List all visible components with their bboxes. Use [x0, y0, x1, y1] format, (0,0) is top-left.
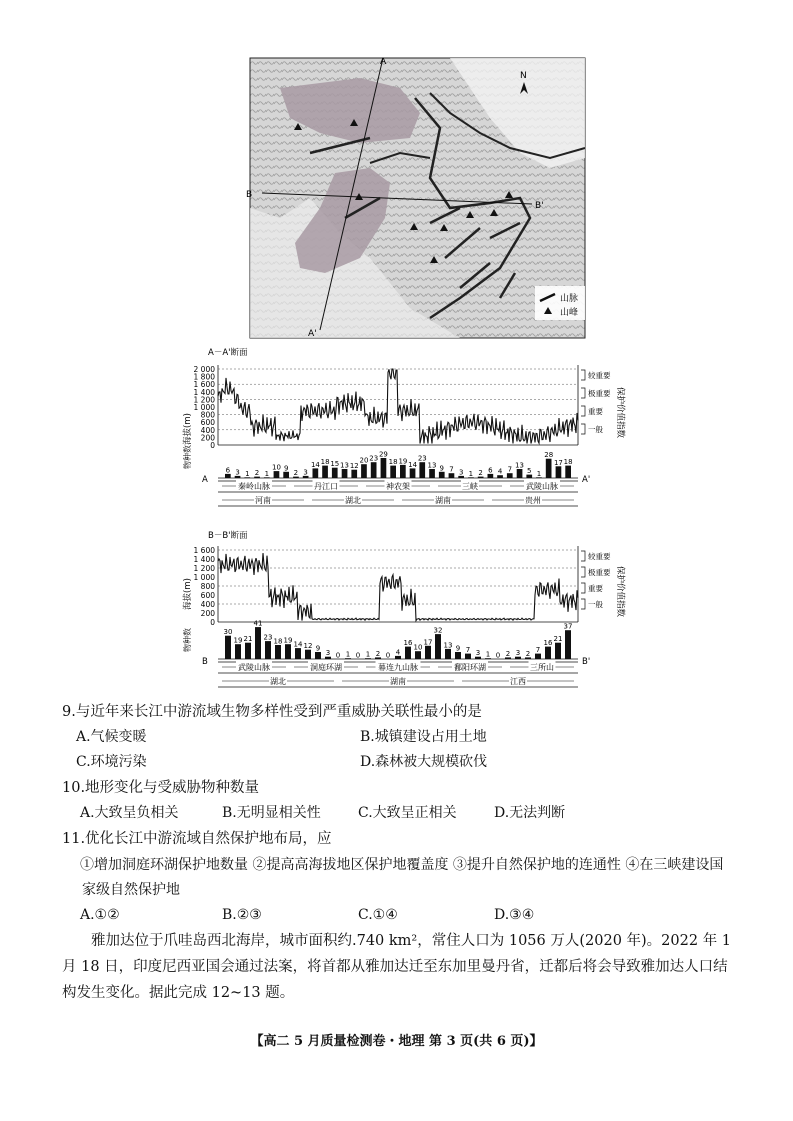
- species-count-label: 0: [335, 651, 341, 660]
- section-b-title: B－B'断面: [208, 531, 248, 541]
- question-10-option-a[interactable]: A.大致呈负相关: [80, 805, 179, 821]
- species-count-label: 0: [385, 651, 391, 660]
- value-bracket: [581, 370, 585, 380]
- species-count-label: 18: [388, 458, 398, 467]
- question-11-stem: 11.优化长江中游流域自然保护地布局，应: [62, 831, 332, 847]
- y-tick-label: 0: [210, 618, 215, 627]
- species-count-bar: [449, 473, 455, 478]
- species-count-bar: [445, 649, 451, 659]
- species-count-label: 9: [283, 464, 289, 473]
- species-count-bar: [400, 465, 406, 478]
- species-count-bar: [283, 472, 289, 478]
- species-count-label: 16: [543, 639, 553, 648]
- question-10-option-b[interactable]: B.无明显相关性: [222, 805, 321, 821]
- y-tick-label: 200: [200, 609, 215, 618]
- species-count-bar: [322, 466, 328, 478]
- protection-level-label: 重要: [588, 407, 603, 416]
- species-count-bar: [526, 475, 532, 478]
- species-count-bar: [410, 468, 416, 478]
- y-tick-label: 200: [200, 433, 215, 443]
- species-count-label: 1: [365, 650, 371, 659]
- mountain-label: 神农架: [386, 482, 410, 491]
- species-count-bar: [455, 652, 461, 659]
- question-9-stem: 9.与近年来长江中游流域生物多样性受到严重威胁关联性最小的是: [62, 704, 482, 720]
- species-count-label: 1: [245, 469, 250, 478]
- species-count-label: 2: [293, 469, 299, 478]
- mountain-label: 鄱阳环湖: [454, 663, 486, 672]
- province-label: 河南: [255, 496, 271, 505]
- section-b-end-right: B': [582, 657, 591, 667]
- species-count-label: 9: [315, 644, 321, 653]
- province-label: 贵州: [525, 496, 541, 505]
- species-count-bar: [507, 473, 513, 478]
- section-b-end-left: B: [202, 657, 208, 667]
- value-bracket: [581, 583, 585, 593]
- section-a-end-right: A': [582, 475, 591, 485]
- species-count-bar: [361, 464, 367, 478]
- section-label-b: B: [246, 190, 253, 200]
- section-a-chart: [178, 345, 623, 517]
- protection-level-label: 极重要: [588, 568, 611, 577]
- section-a-right-label: 保护价值指数: [615, 387, 625, 439]
- species-count-label: 1: [536, 469, 542, 478]
- question-11-option-d[interactable]: D.③④: [494, 907, 535, 923]
- section-a-elevation-profile: [218, 369, 578, 444]
- species-count-bar: [565, 466, 571, 478]
- species-count-label: 10: [272, 463, 281, 472]
- question-9-option-d[interactable]: D.森林被大规模砍伐: [360, 754, 488, 770]
- species-count-bar: [225, 636, 231, 659]
- species-count-label: 2: [375, 649, 381, 658]
- species-count-label: 21: [243, 635, 253, 644]
- species-count-bar: [405, 647, 411, 659]
- species-count-label: 3: [325, 649, 331, 658]
- species-count-bar: [465, 654, 471, 659]
- legend-mountain-label: 山脉: [560, 294, 579, 304]
- species-count-label: 18: [273, 637, 283, 646]
- species-count-label: 13: [443, 641, 453, 650]
- species-count-label: 7: [465, 646, 471, 655]
- species-count-bar: [332, 468, 338, 478]
- species-count-bar: [285, 644, 291, 659]
- species-count-bar: [245, 643, 251, 659]
- species-count-label: 28: [544, 451, 554, 460]
- species-count-label: 4: [497, 467, 503, 476]
- y-tick-label: 600: [200, 591, 215, 600]
- y-tick-label: 1 400: [193, 555, 215, 564]
- species-count-bar: [425, 646, 431, 659]
- species-count-bar: [545, 647, 551, 659]
- section-b-ylabel: 海拔(m): [183, 578, 193, 610]
- species-count-bar: [565, 630, 571, 659]
- species-count-label: 10: [413, 643, 423, 652]
- y-tick-label: 600: [200, 418, 215, 428]
- y-tick-label: 2 000: [193, 365, 215, 374]
- question-10-option-d[interactable]: D.无法判断: [494, 805, 566, 821]
- section-b-elevation-profile: [218, 553, 578, 621]
- section-label-a-prime: A': [308, 329, 317, 339]
- species-count-label: 2: [505, 649, 511, 658]
- species-count-label: 0: [355, 651, 361, 660]
- species-count-bar: [429, 469, 435, 478]
- species-count-label: 14: [293, 640, 303, 649]
- species-count-bar: [390, 466, 396, 478]
- y-tick-label: 1 000: [193, 403, 215, 412]
- species-count-label: 5: [526, 467, 532, 476]
- mountain-label: 三所山: [530, 663, 554, 672]
- species-count-bar: [342, 469, 348, 478]
- species-count-label: 29: [378, 450, 388, 459]
- question-10-option-c[interactable]: C.大致呈正相关: [358, 805, 457, 821]
- protection-level-label: 一般: [588, 425, 603, 434]
- legend-peak-label: 山峰: [560, 308, 579, 318]
- species-count-label: 9: [455, 644, 461, 653]
- species-count-label: 37: [563, 622, 573, 631]
- species-count-label: 15: [330, 460, 340, 469]
- species-count-bar: [517, 469, 523, 478]
- species-count-bar: [274, 471, 280, 478]
- species-count-label: 3: [235, 468, 240, 477]
- species-count-label: 13: [427, 461, 437, 470]
- passage-12-13: 雅加达位于爪哇岛西北海岸，城市面积约.740 km²，常住人口为 1056 万人(2020 年)。2022 年 1 月 18 日，印度尼西亚国会通过法案，将首都从雅加达迁至东加里曼丹省，迁都后将会导致雅加达人口结构发生变化。据此完成 12~13 题。: [62, 933, 732, 1001]
- mountain-label: 武陵山脉: [238, 663, 270, 672]
- section-b-right-label: 保护价值指数: [615, 566, 625, 618]
- species-count-bar: [295, 648, 301, 659]
- protection-level-label: 较重要: [588, 371, 611, 380]
- species-count-label: 19: [233, 636, 243, 645]
- species-count-label: 23: [369, 454, 379, 463]
- question-11-option-a[interactable]: A.①②: [80, 907, 120, 923]
- species-count-label: 1: [485, 650, 491, 659]
- y-tick-label: 1 400: [193, 387, 215, 397]
- mountain-label: 武陵山脉: [526, 482, 558, 491]
- species-count-bar: [265, 641, 271, 659]
- protection-level-label: 一般: [588, 600, 603, 609]
- question-11-option-c[interactable]: C.①④: [358, 907, 398, 923]
- question-9-option-a[interactable]: A.气候变暖: [76, 729, 147, 745]
- province-label: 湖北: [270, 677, 286, 686]
- species-count-bar: [535, 654, 541, 659]
- species-count-label: 2: [525, 649, 531, 658]
- value-bracket: [581, 599, 585, 609]
- y-tick-label: 1 600: [193, 380, 215, 390]
- question-11-choices-line-1: ①增加洞庭环湖保护地数量 ②提高高海拔地区保护地覆盖度 ③提升自然保护地的连通性 ④在三峡建设国: [80, 857, 724, 873]
- species-count-label: 19: [283, 636, 293, 645]
- y-tick-label: 0: [210, 441, 215, 450]
- section-a-title: A－A'断面: [208, 348, 248, 358]
- north-label: N: [520, 71, 527, 81]
- species-count-label: 2: [254, 469, 260, 478]
- province-label: 湖南: [390, 677, 406, 686]
- protection-level-label: 极重要: [588, 389, 611, 398]
- species-count-label: 30: [223, 628, 233, 637]
- species-count-bar: [381, 458, 387, 478]
- species-count-label: 18: [320, 458, 330, 467]
- species-count-bar: [313, 468, 319, 478]
- species-count-bar: [275, 645, 281, 659]
- mountain-label: 幕连九山脉: [378, 663, 418, 672]
- species-count-label: 4: [395, 648, 401, 657]
- species-count-label: 17: [553, 458, 563, 467]
- species-count-label: 23: [263, 633, 273, 642]
- species-count-label: 19: [398, 457, 408, 466]
- species-count-label: 21: [553, 635, 563, 644]
- species-count-bar: [255, 627, 261, 659]
- species-count-label: 20: [359, 456, 369, 465]
- species-count-label: 2: [478, 469, 483, 478]
- species-count-bar: [225, 474, 231, 478]
- species-count-bar: [439, 472, 445, 478]
- species-count-label: 7: [507, 465, 513, 474]
- y-tick-label: 1 600: [193, 546, 215, 555]
- value-bracket: [581, 551, 585, 561]
- species-count-label: 1: [264, 469, 270, 478]
- province-label: 江西: [510, 677, 526, 686]
- province-label: 湖北: [345, 496, 361, 505]
- species-count-label: 1: [345, 650, 351, 659]
- species-count-bar: [235, 644, 241, 659]
- value-bracket: [581, 406, 585, 416]
- section-a-end-left: A: [202, 475, 208, 485]
- species-count-label: 3: [303, 468, 308, 477]
- species-count-label: 3: [458, 468, 464, 477]
- species-count-label: 16: [403, 639, 413, 648]
- species-count-label: 7: [449, 465, 454, 474]
- mountain-label: 洞庭环湖: [310, 663, 342, 672]
- species-count-bar: [435, 634, 441, 659]
- species-count-label: 23: [417, 454, 427, 463]
- y-tick-label: 1 200: [193, 564, 215, 573]
- mountain-label: 丹江口: [314, 482, 338, 491]
- species-count-bar: [488, 474, 494, 478]
- section-label-a: A: [380, 57, 387, 67]
- species-count-label: 1: [468, 469, 474, 478]
- species-count-label: 7: [535, 646, 541, 655]
- species-count-bar: [419, 462, 425, 478]
- species-count-label: 12: [303, 642, 313, 651]
- species-count-label: 14: [310, 460, 320, 469]
- species-count-label: 12: [349, 462, 359, 471]
- species-count-label: 14: [408, 460, 418, 469]
- species-count-label: 3: [475, 649, 481, 658]
- y-tick-label: 1 200: [193, 395, 215, 405]
- species-count-bar: [371, 462, 377, 478]
- species-count-label: 0: [495, 651, 501, 660]
- question-11-option-b[interactable]: B.②③: [222, 907, 262, 923]
- protection-level-label: 重要: [588, 584, 603, 593]
- relief-map: [246, 57, 585, 339]
- species-count-label: 32: [433, 626, 443, 635]
- y-tick-label: 400: [200, 425, 215, 435]
- species-count-label: 13: [515, 461, 524, 470]
- species-count-bar: [315, 652, 321, 659]
- page-footer: 【高二 5 月质量检测卷・地理 第 3 页(共 6 页)】: [250, 1034, 543, 1049]
- section-b-chart: [178, 528, 623, 693]
- province-label: 湖南: [435, 496, 451, 505]
- section-a-count-label: 物种数: [183, 445, 192, 469]
- species-count-label: 41: [253, 619, 263, 628]
- species-count-label: 18: [563, 458, 573, 467]
- question-9-option-b[interactable]: B.城镇建设占用土地: [360, 729, 487, 745]
- value-bracket: [581, 424, 585, 434]
- species-count-label: 17: [423, 638, 433, 647]
- species-count-bar: [546, 459, 552, 478]
- species-count-bar: [415, 651, 421, 659]
- mountain-label: 秦岭山脉: [238, 482, 270, 491]
- value-bracket: [581, 567, 585, 577]
- species-count-label: 9: [439, 464, 444, 473]
- species-count-bar: [351, 470, 357, 478]
- question-11-choices-line-2: 家级自然保护地: [82, 882, 180, 898]
- species-count-label: 6: [225, 466, 231, 475]
- species-count-label: 13: [340, 461, 349, 470]
- mountain-label: 三峡: [462, 482, 478, 491]
- value-bracket: [581, 388, 585, 398]
- question-9-option-c[interactable]: C.环境污染: [76, 754, 147, 770]
- section-b-count-label: 物种数: [183, 628, 192, 652]
- y-tick-label: 1 000: [193, 573, 215, 582]
- species-count-bar: [305, 650, 311, 659]
- species-count-bar: [556, 466, 562, 478]
- y-tick-label: 800: [200, 410, 215, 420]
- protection-level-label: 较重要: [588, 552, 611, 561]
- section-a-ylabel: 海拔(m): [183, 413, 193, 445]
- y-tick-label: 1 800: [193, 372, 215, 382]
- species-count-label: 6: [488, 466, 493, 475]
- y-tick-label: 800: [200, 582, 215, 591]
- y-tick-label: 400: [200, 600, 215, 609]
- section-label-b-prime: B': [535, 201, 544, 211]
- question-10-stem: 10.地形变化与受威胁物种数量: [62, 780, 260, 796]
- species-count-bar: [555, 643, 561, 659]
- species-count-label: 3: [515, 649, 521, 658]
